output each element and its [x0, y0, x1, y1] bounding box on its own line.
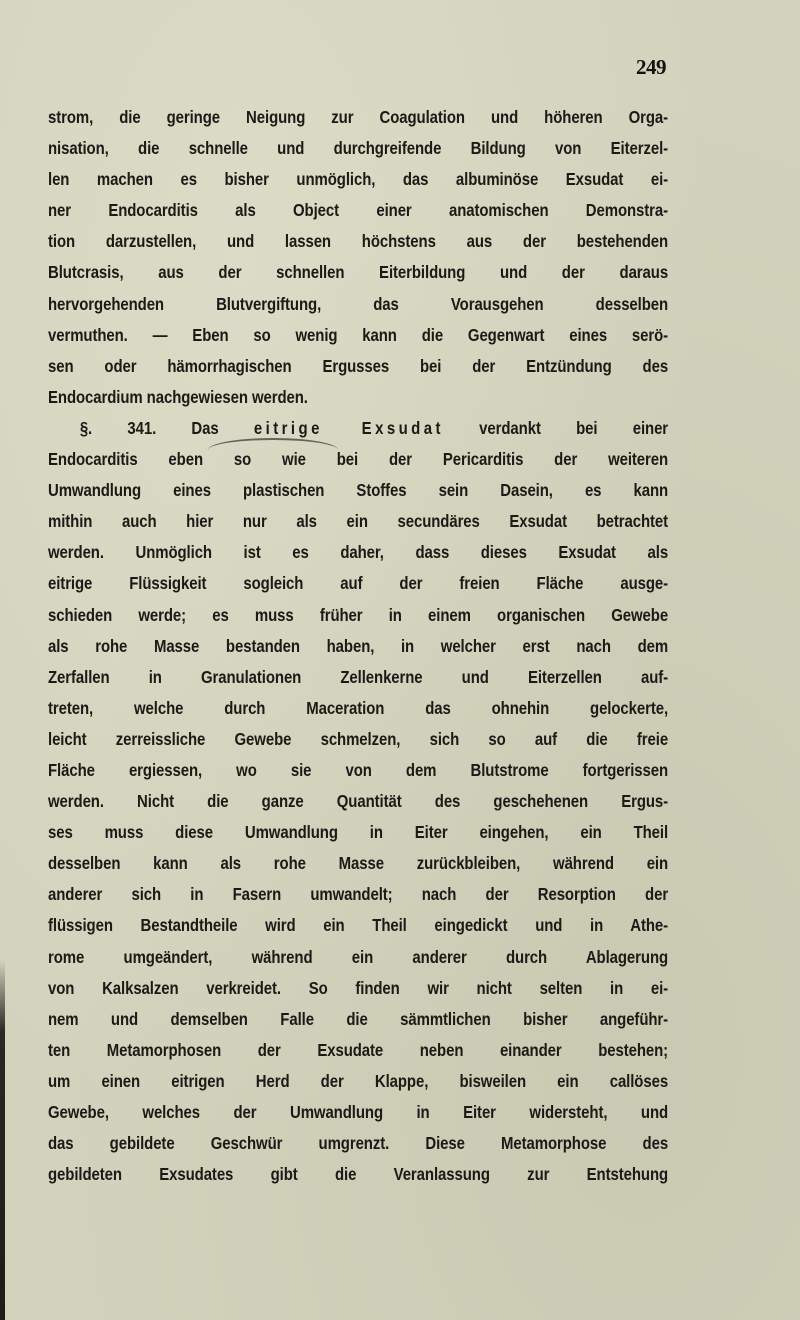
text-line: flüssigen Bestandtheile wird ein Theil eingedickt und in Athe- — [48, 915, 669, 936]
section-heading-line — [48, 413, 668, 444]
text-line: das gebildete Geschwür umgrenzt. Diese Metamorphose des — [48, 1133, 669, 1154]
section-number: §. 341. — [79, 417, 157, 438]
binding-edge-shadow — [0, 960, 5, 1320]
text-line: anderer sich in Fasern umwandelt; nach der Resorption der — [48, 884, 669, 905]
text-line: desselben kann als rohe Masse zurückbleiben, während ein — [48, 853, 669, 874]
text-line: nisation, die schnelle und durchgreifende Bildung von Eiterzel- — [48, 138, 669, 159]
text-line: gebildeten Exsudates gibt die Veranlassung zur Entstehung — [48, 1164, 669, 1185]
text-line: ten Metamorphosen der Exsudate neben einander bestehen; — [48, 1039, 669, 1060]
text-line: ses muss diese Umwandlung in Eiter eingehen, ein Theil — [48, 822, 669, 843]
text-line: vermuthen. — Eben so wenig kann die Gegenwart eines serö- — [48, 324, 669, 345]
text-line: leicht zerreissliche Gewebe schmelzen, sich so auf die freie — [48, 728, 669, 749]
emphasized-term: eitrige Exsudat — [253, 417, 444, 438]
text-line: Zerfallen in Granulationen Zellenkerne und Eiterzellen auf- — [48, 666, 669, 687]
text-line: Fläche ergiessen, wo sie von dem Blutstrome fortgerissen — [48, 759, 669, 780]
text-line: von Kalksalzen verkreidet. So finden wir nicht selten in ei- — [48, 977, 669, 998]
text-line: Blutcrasis, aus der schnellen Eiterbildung und der daraus — [48, 262, 669, 283]
text-line: sen oder hämorrhagischen Ergusses bei der Entzündung des — [48, 355, 669, 376]
text-line: schieden werde; es muss früher in einem organischen Gewebe — [48, 604, 669, 625]
text-line: Endocarditis eben so wie bei der Pericarditis der weiteren — [48, 449, 669, 470]
section-line-rest: verdankt bei einer — [479, 417, 669, 438]
page-number: 249 — [636, 55, 666, 79]
paragraph-end-line: Endocardium nachgewiesen werden. — [48, 386, 308, 407]
text-line: ner Endocarditis als Object einer anatomischen Demonstra- — [48, 200, 669, 221]
text-line: Umwandlung eines plastischen Stoffes sein Dasein, es kann — [48, 480, 669, 501]
text-line: hervorgehenden Blutvergiftung, das Vorausgehen desselben — [48, 293, 669, 314]
text-line: um einen eitrigen Herd der Klappe, bisweilen ein callöses — [48, 1070, 669, 1091]
text-line: len machen es bisher unmöglich, das albuminöse Exsudat ei- — [48, 169, 669, 190]
text-line: werden. Unmöglich ist es daher, dass dieses Exsudat als — [48, 542, 669, 563]
text-line: mithin auch hier nur als ein secundäres Exsudat betrachtet — [48, 511, 669, 532]
text-line: Gewebe, welches der Umwandlung in Eiter widersteht, und — [48, 1102, 669, 1122]
text-line: treten, welche durch Maceration das ohnehin gelockerte, — [48, 697, 669, 718]
text-line: als rohe Masse bestanden haben, in welcher erst nach dem — [48, 635, 669, 656]
section-lead-word: Das — [191, 417, 219, 438]
text-line: eitrige Flüssigkeit sogleich auf der freien Fläche ausge- — [48, 573, 669, 594]
body-text — [48, 102, 668, 1190]
text-line: rome umgeändert, während ein anderer durch Ablagerung — [48, 946, 669, 967]
text-line: nem und demselben Falle die sämmtlichen bisher angeführ- — [48, 1008, 669, 1029]
text-line: strom, die geringe Neigung zur Coagulation und höheren Orga- — [48, 107, 669, 127]
text-line: werden. Nicht die ganze Quantität des geschehenen Ergus- — [48, 791, 669, 812]
text-line: tion darzustellen, und lassen höchstens aus der bestehenden — [48, 231, 669, 252]
